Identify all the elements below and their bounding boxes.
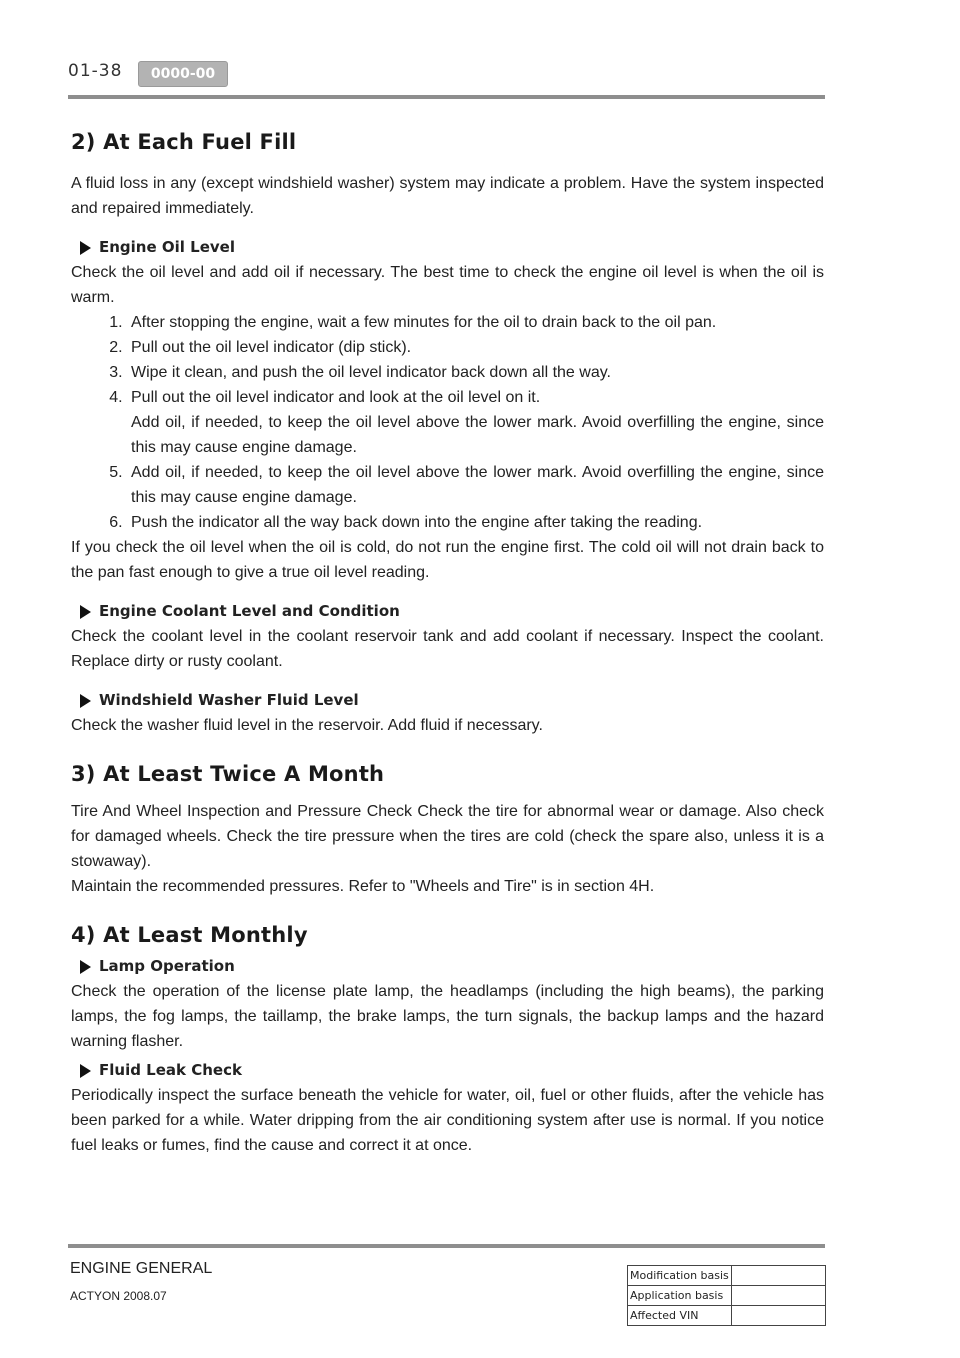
basis-value — [731, 1306, 825, 1326]
footer-divider — [68, 1244, 825, 1248]
footer-title: ENGINE GENERAL — [70, 1260, 213, 1277]
section-title-fuel-fill: 2) At Each Fuel Fill — [71, 130, 297, 154]
list-item: 1. After stopping the engine, wait a few minutes for the oil to drain back to the oil pan. — [127, 310, 824, 335]
list-item: 3. Wipe it clean, and push the oil level indicator back down all the way. — [127, 360, 824, 385]
basis-table — [627, 1265, 826, 1326]
header-divider — [68, 95, 825, 99]
subheading-label: Lamp Operation — [99, 957, 235, 975]
subheading-label: Engine Coolant Level and Condition — [99, 602, 400, 620]
cold-oil-note: If you check the oil level when the oil is cold, do not run the engine first. The cold oil will not drain back to the pan fast enough to give a true oil level reading. — [71, 539, 824, 581]
basis-value — [731, 1266, 825, 1286]
list-item: 2. Pull out the oil level indicator (dip stick). — [127, 335, 824, 360]
subheading-engine-oil — [80, 235, 824, 260]
subheading-coolant — [80, 599, 824, 624]
triangle-bullet-icon — [80, 241, 91, 255]
tire-pressure-text: Maintain the recommended pressures. Refer to "Wheels and Tire" is in section 4H. — [71, 878, 655, 895]
basis-label: Affected VIN — [628, 1306, 732, 1326]
basis-label: Modification basis — [628, 1266, 732, 1286]
subheading-lamp-operation — [80, 954, 824, 979]
subheading-label: Fluid Leak Check — [99, 1061, 242, 1079]
list-item: 4. Pull out the oil level indicator and look at the oil level on it. Add oil, if needed, to keep the oil level above the lower mark. Avoid overfilling the engine, since this may cause engine damage. — [127, 385, 824, 460]
step-note: Add oil, if needed, to keep the oil level above the lower mark. Avoid overfilling the engine, since this may cause engine damage. — [131, 414, 824, 456]
triangle-bullet-icon — [80, 605, 91, 619]
list-item: 6. Push the indicator all the way back down into the engine after taking the reading. — [127, 510, 824, 535]
tire-inspection-text: Tire And Wheel Inspection and Pressure Check Check the tire for abnormal wear or damage. Also check for damaged wheels. Check the tire pressure when the tires are cold (check the spare also, unless it is a stowaway). — [71, 803, 824, 870]
fluid-leak-text: Periodically inspect the surface beneath the vehicle for water, oil, fuel or other fluids, after the vehicle has been parked for a while. Water dripping from the air conditioning system after use is normal. If you notice fuel leaks or fumes, find the cause and correct it at once. — [71, 1087, 824, 1154]
section-title-twice-month: 3) At Least Twice A Month — [71, 762, 385, 786]
subheading-fluid-leak — [80, 1058, 824, 1083]
footer-subtitle: ACTYON 2008.07 — [70, 1289, 167, 1303]
table-row — [628, 1266, 826, 1286]
coolant-text: Check the coolant level in the coolant reservoir tank and add coolant if necessary. Inspect the coolant. Replace dirty or rusty coolant. — [71, 628, 824, 670]
subheading-washer-fluid — [80, 688, 824, 713]
page-number: 01-38 — [68, 61, 123, 81]
page-content — [71, 130, 824, 1158]
table-row — [628, 1286, 826, 1306]
washer-fluid-text: Check the washer fluid level in the reservoir. Add fluid if necessary. — [71, 717, 543, 734]
lamp-operation-text: Check the operation of the license plate lamp, the headlamps (including the high beams), the parking lamps, the fog lamps, the taillamp, the brake lamps, the turn signals, the backup lamps and the hazard warning flasher. — [71, 983, 824, 1050]
section-code-badge: 0000-00 — [138, 61, 228, 87]
subheading-label: Windshield Washer Fluid Level — [99, 691, 359, 709]
section-title-monthly: 4) At Least Monthly — [71, 923, 308, 947]
triangle-bullet-icon — [80, 1064, 91, 1078]
subheading-label: Engine Oil Level — [99, 238, 235, 256]
triangle-bullet-icon — [80, 960, 91, 974]
engine-oil-text: Check the oil level and add oil if necessary. The best time to check the engine oil level is when the oil is warm. — [71, 264, 824, 306]
engine-oil-steps — [71, 310, 824, 535]
list-item: 5. Add oil, if needed, to keep the oil level above the lower mark. Avoid overfilling the engine, since this may cause engine damage. — [127, 460, 824, 510]
basis-label: Application basis — [628, 1286, 732, 1306]
fuel-fill-intro: A fluid loss in any (except windshield washer) system may indicate a problem. Have the system inspected and repaired immediately. — [71, 175, 824, 217]
triangle-bullet-icon — [80, 694, 91, 708]
table-row — [628, 1306, 826, 1326]
basis-value — [731, 1286, 825, 1306]
